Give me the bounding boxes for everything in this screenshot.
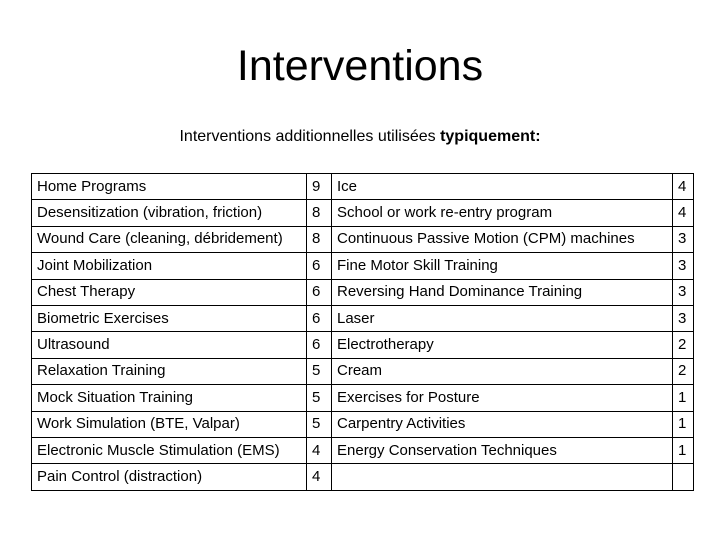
right-intervention: Carpentry Activities bbox=[332, 411, 673, 437]
left-count: 5 bbox=[307, 385, 332, 411]
table-row bbox=[32, 174, 694, 200]
table-row bbox=[32, 385, 694, 411]
right-intervention: Continuous Passive Motion (CPM) machines bbox=[332, 226, 673, 252]
left-intervention: Biometric Exercises bbox=[32, 305, 307, 331]
table-row bbox=[32, 279, 694, 305]
left-count: 9 bbox=[307, 174, 332, 200]
right-intervention: Reversing Hand Dominance Training bbox=[332, 279, 673, 305]
left-intervention: Work Simulation (BTE, Valpar) bbox=[32, 411, 307, 437]
left-count: 5 bbox=[307, 411, 332, 437]
right-count: 3 bbox=[673, 305, 694, 331]
table-row bbox=[32, 332, 694, 358]
table-row bbox=[32, 437, 694, 463]
subtitle bbox=[0, 126, 720, 148]
table-row bbox=[32, 411, 694, 437]
right-intervention: Ice bbox=[332, 174, 673, 200]
right-count: 1 bbox=[673, 385, 694, 411]
left-count: 6 bbox=[307, 332, 332, 358]
left-count: 6 bbox=[307, 253, 332, 279]
subtitle-bold-text: typiquement: bbox=[440, 128, 541, 145]
right-intervention: Exercises for Posture bbox=[332, 385, 673, 411]
left-intervention: Home Programs bbox=[32, 174, 307, 200]
right-count: 3 bbox=[673, 279, 694, 305]
right-count: 1 bbox=[673, 411, 694, 437]
right-count: 3 bbox=[673, 253, 694, 279]
subtitle-text: Interventions additionnelles utilisées bbox=[179, 128, 436, 145]
right-count: 2 bbox=[673, 358, 694, 384]
right-count: 4 bbox=[673, 200, 694, 226]
right-intervention bbox=[332, 464, 673, 490]
table-row bbox=[32, 305, 694, 331]
right-count bbox=[673, 464, 694, 490]
right-intervention: Cream bbox=[332, 358, 673, 384]
table-row bbox=[32, 226, 694, 252]
right-intervention: School or work re-entry program bbox=[332, 200, 673, 226]
right-intervention: Laser bbox=[332, 305, 673, 331]
left-count: 6 bbox=[307, 305, 332, 331]
left-count: 4 bbox=[307, 437, 332, 463]
table-row bbox=[32, 253, 694, 279]
left-intervention: Pain Control (distraction) bbox=[32, 464, 307, 490]
left-count: 8 bbox=[307, 226, 332, 252]
table-row bbox=[32, 464, 694, 490]
right-intervention: Electrotherapy bbox=[332, 332, 673, 358]
right-count: 3 bbox=[673, 226, 694, 252]
right-intervention: Fine Motor Skill Training bbox=[332, 253, 673, 279]
left-intervention: Ultrasound bbox=[32, 332, 307, 358]
left-count: 6 bbox=[307, 279, 332, 305]
page-title: Interventions bbox=[236, 42, 484, 90]
table-row bbox=[32, 358, 694, 384]
left-count: 4 bbox=[307, 464, 332, 490]
left-intervention: Mock Situation Training bbox=[32, 385, 307, 411]
left-intervention: Wound Care (cleaning, débridement) bbox=[32, 226, 307, 252]
left-count: 8 bbox=[307, 200, 332, 226]
left-intervention: Desensitization (vibration, friction) bbox=[32, 200, 307, 226]
right-intervention: Energy Conservation Techniques bbox=[332, 437, 673, 463]
right-count: 2 bbox=[673, 332, 694, 358]
interventions-table bbox=[31, 173, 694, 491]
left-intervention: Relaxation Training bbox=[32, 358, 307, 384]
table-row bbox=[32, 200, 694, 226]
left-intervention: Electronic Muscle Stimulation (EMS) bbox=[32, 437, 307, 463]
right-count: 1 bbox=[673, 437, 694, 463]
left-count: 5 bbox=[307, 358, 332, 384]
left-intervention: Joint Mobilization bbox=[32, 253, 307, 279]
left-intervention: Chest Therapy bbox=[32, 279, 307, 305]
right-count: 4 bbox=[673, 174, 694, 200]
